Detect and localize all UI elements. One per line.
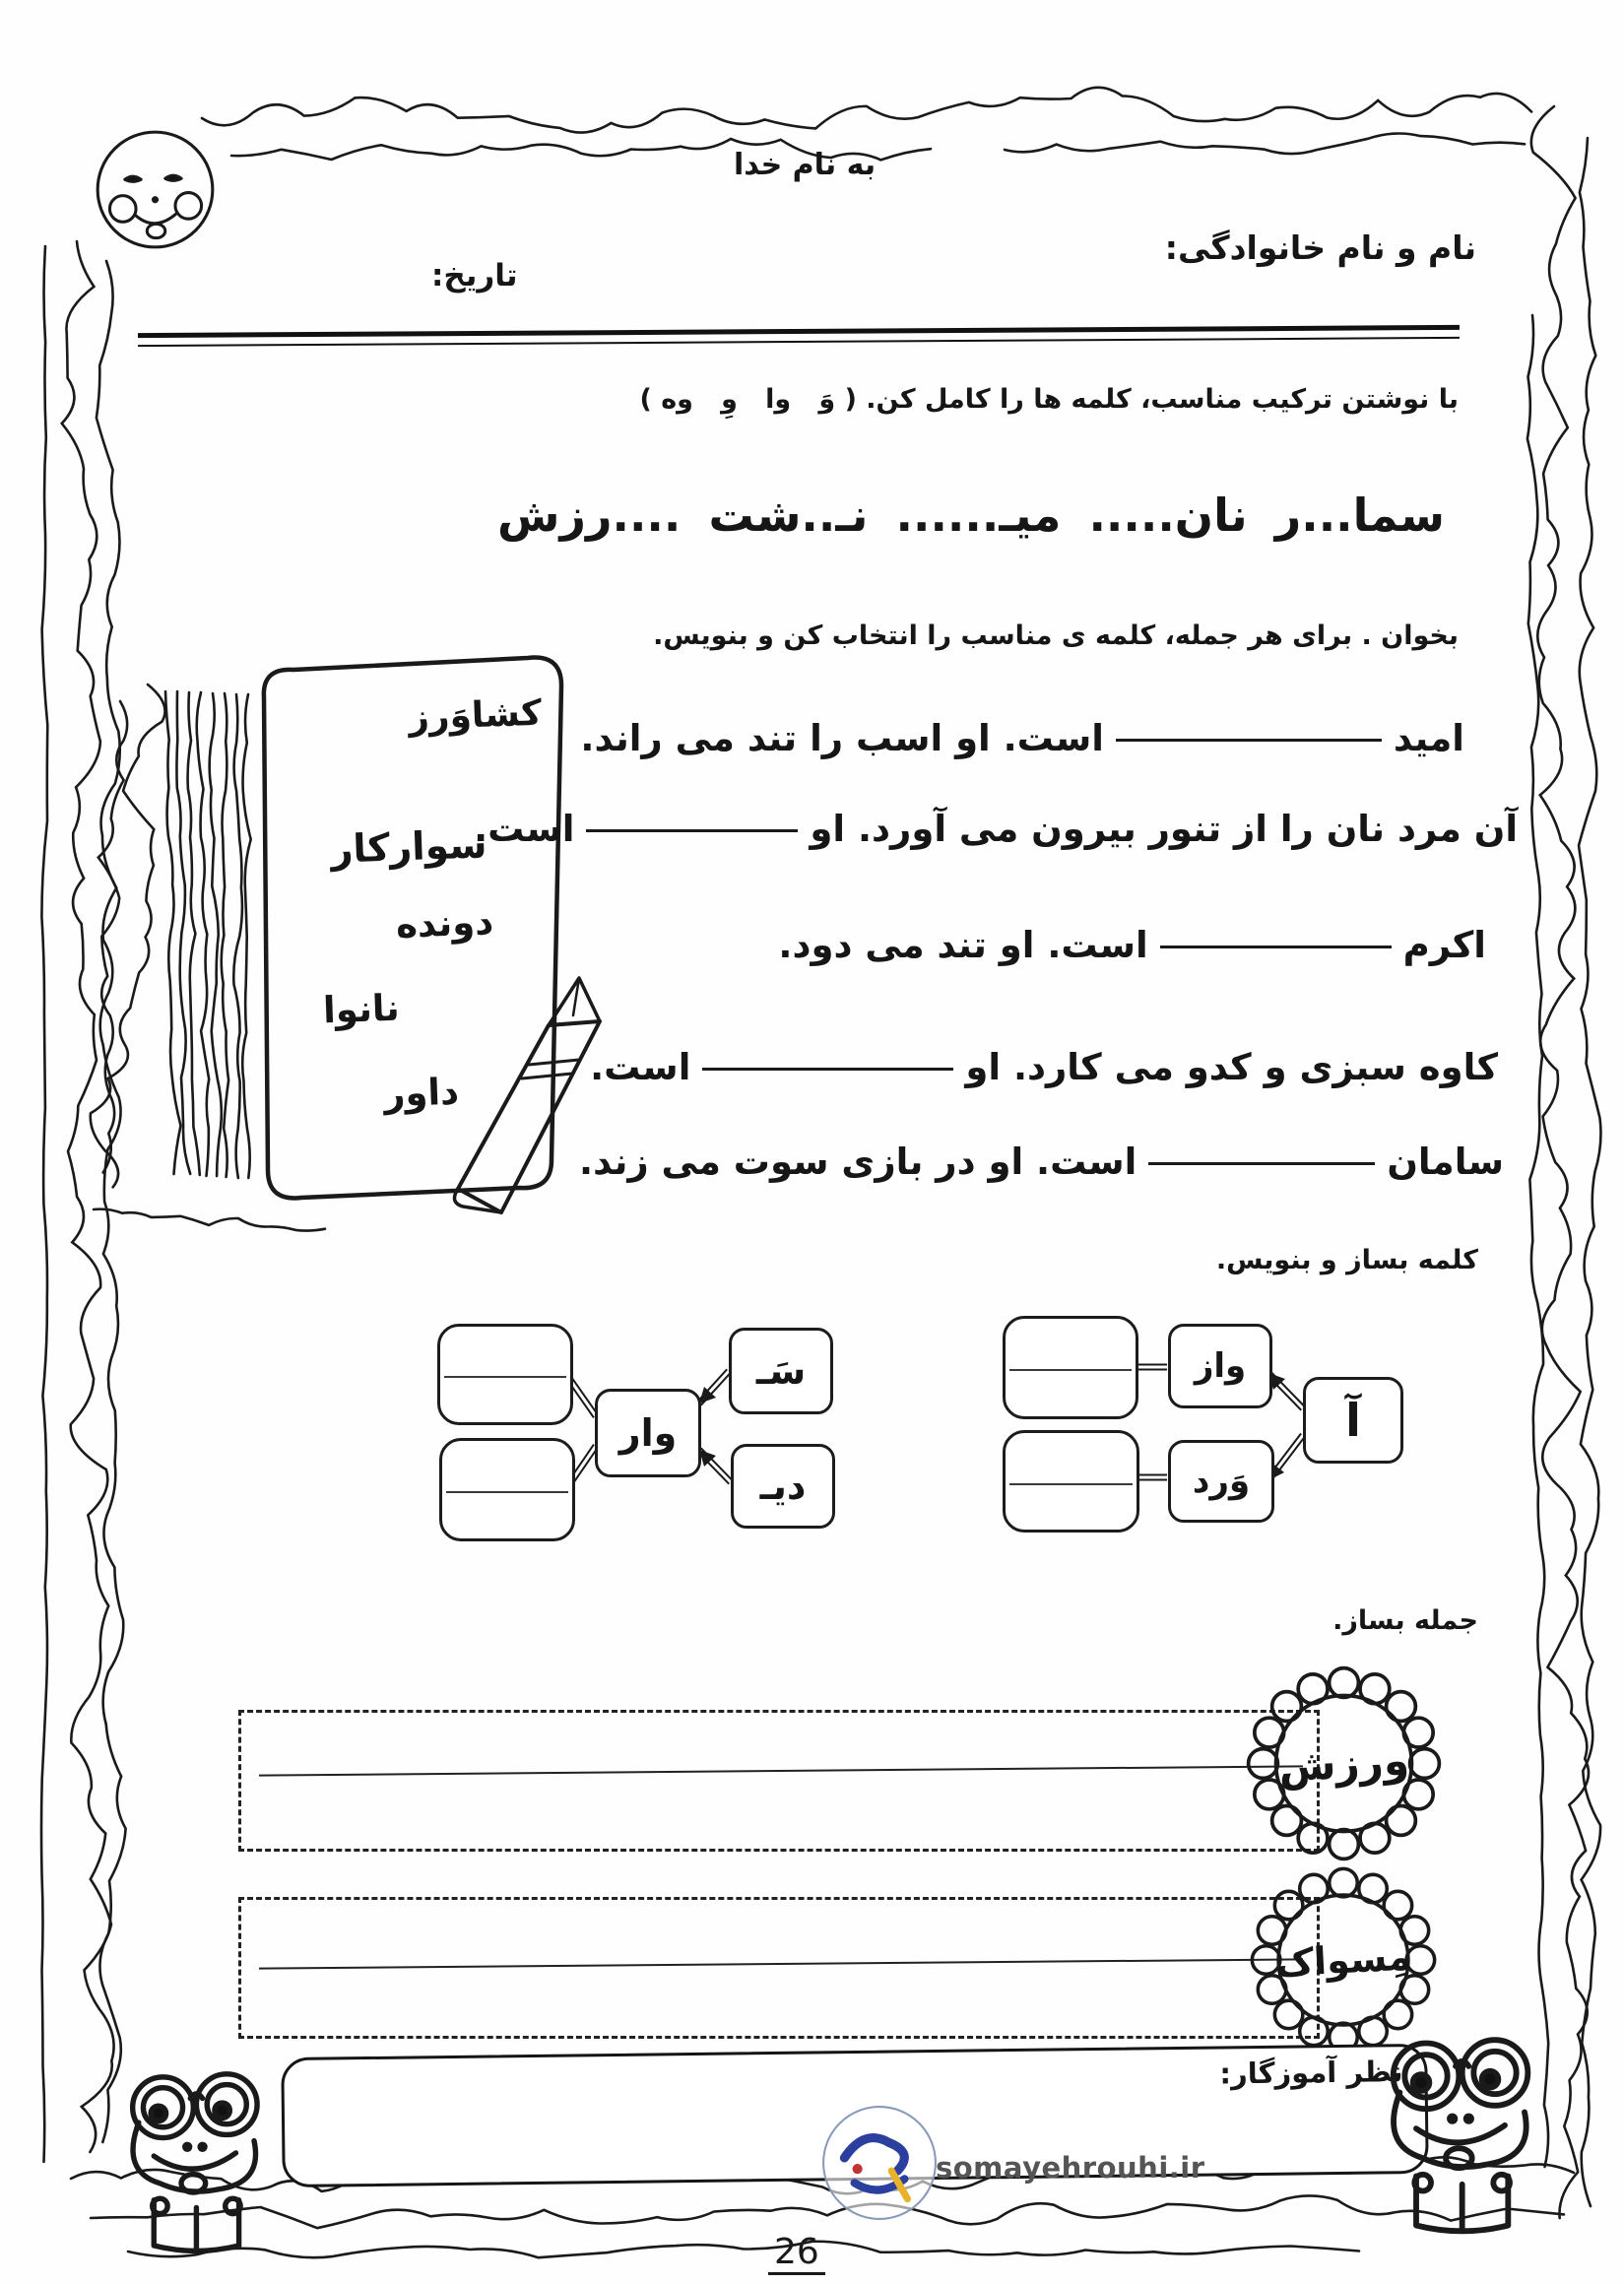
sentence-text: است. او تند می دود. bbox=[778, 924, 1148, 966]
word-bank-item: کشاوَرز bbox=[408, 692, 543, 739]
choose-instruction: بخوان . برای هر جمله، کلمه ی مناسب را انتخاب کن و بنویس. bbox=[653, 620, 1459, 651]
incomplete-word: نان..... bbox=[1088, 489, 1248, 542]
writing-line bbox=[259, 1765, 1303, 1776]
sentence-text: امید bbox=[1393, 717, 1464, 759]
site-logo bbox=[819, 2102, 940, 2224]
writing-line bbox=[1009, 1483, 1133, 1485]
diagram-answer-box bbox=[439, 1438, 575, 1541]
sentence-writing-box bbox=[238, 1897, 1320, 2039]
sentence-text: است. او در بازی سوت می زند. bbox=[579, 1141, 1137, 1183]
incomplete-word: ....رزش bbox=[497, 489, 682, 542]
prompt-word: ورزش bbox=[1277, 1735, 1410, 1792]
writing-line bbox=[446, 1491, 568, 1493]
build-word-instruction: کلمه بساز و بنویس. bbox=[1215, 1245, 1478, 1275]
name-field-label: نام و نام خانوادگی: bbox=[1164, 228, 1476, 267]
word-bank-item: داور bbox=[383, 1070, 460, 1116]
sentence-with-blank bbox=[474, 808, 1518, 850]
sentence-with-blank bbox=[778, 924, 1486, 966]
date-field-label: تاریخ: bbox=[431, 258, 518, 294]
diagram-part: واز bbox=[1168, 1324, 1272, 1408]
build-sentence-instruction: جمله بساز. bbox=[1332, 1605, 1478, 1636]
sun-illustration bbox=[54, 84, 256, 295]
sentence-text: سامان bbox=[1387, 1141, 1504, 1183]
writing-line bbox=[259, 1958, 1303, 1969]
diagram-part: سَـ bbox=[729, 1328, 833, 1414]
diagram-answer-box bbox=[437, 1324, 573, 1425]
writing-line bbox=[444, 1376, 566, 1378]
teacher-comment-label: نظر آموزگار: bbox=[1219, 2055, 1403, 2091]
diagram-base-letter: وار bbox=[595, 1389, 701, 1477]
answer-blank bbox=[586, 819, 798, 832]
sentence-with-blank bbox=[580, 717, 1464, 759]
diagram-part: دیـ bbox=[731, 1444, 835, 1529]
sentence-text: کاوه سبزی و کدو می کارد. او bbox=[965, 1046, 1498, 1088]
sentence-text: اکرم bbox=[1402, 924, 1486, 966]
writing-line bbox=[1009, 1369, 1132, 1371]
answer-blank bbox=[1148, 1152, 1375, 1165]
sentence-text: آن مرد نان را از تنور بیرون می آورد. او bbox=[810, 808, 1518, 850]
page-number: 26 bbox=[768, 2232, 825, 2275]
incomplete-word: نـ..شت bbox=[708, 489, 869, 542]
answer-blank bbox=[1116, 729, 1382, 742]
sentence-text: است. او اسب را تند می راند. bbox=[580, 717, 1104, 759]
diagram-part: وَرد bbox=[1168, 1440, 1274, 1523]
frog-illustration bbox=[108, 2054, 291, 2255]
answer-blank bbox=[1160, 936, 1392, 948]
sentence-text: است. bbox=[474, 808, 575, 850]
prompt-word: مِسواک bbox=[1273, 1934, 1413, 1986]
incomplete-word: سما...ر bbox=[1274, 489, 1445, 542]
incomplete-words-row bbox=[497, 489, 1445, 542]
watermark-text: somayehrouhi.ir bbox=[936, 2151, 1205, 2185]
header-divider bbox=[138, 325, 1460, 347]
diagram-base-letter: آ bbox=[1303, 1377, 1403, 1464]
sentence-with-blank bbox=[579, 1141, 1504, 1183]
word-bank-item: دونده bbox=[395, 900, 494, 946]
sentence-writing-box bbox=[238, 1710, 1320, 1852]
fill-instruction: با نوشتن ترکیب مناسب، کلمه ها را کامل کن. ( وَ وا وِ وه ) bbox=[639, 384, 1459, 415]
sentence-text: است. bbox=[590, 1046, 691, 1088]
diagram-answer-box bbox=[1003, 1430, 1139, 1533]
word-bank-item: نانوا bbox=[322, 986, 401, 1032]
incomplete-word: میـ...... bbox=[895, 489, 1062, 542]
sentence-with-blank bbox=[590, 1046, 1498, 1088]
bismillah-text: به نام خدا bbox=[734, 148, 877, 182]
frog-illustration bbox=[1367, 2011, 1564, 2243]
word-bank-item: سوارکار bbox=[330, 822, 488, 873]
diagram-answer-box bbox=[1003, 1316, 1138, 1419]
answer-blank bbox=[702, 1058, 953, 1071]
